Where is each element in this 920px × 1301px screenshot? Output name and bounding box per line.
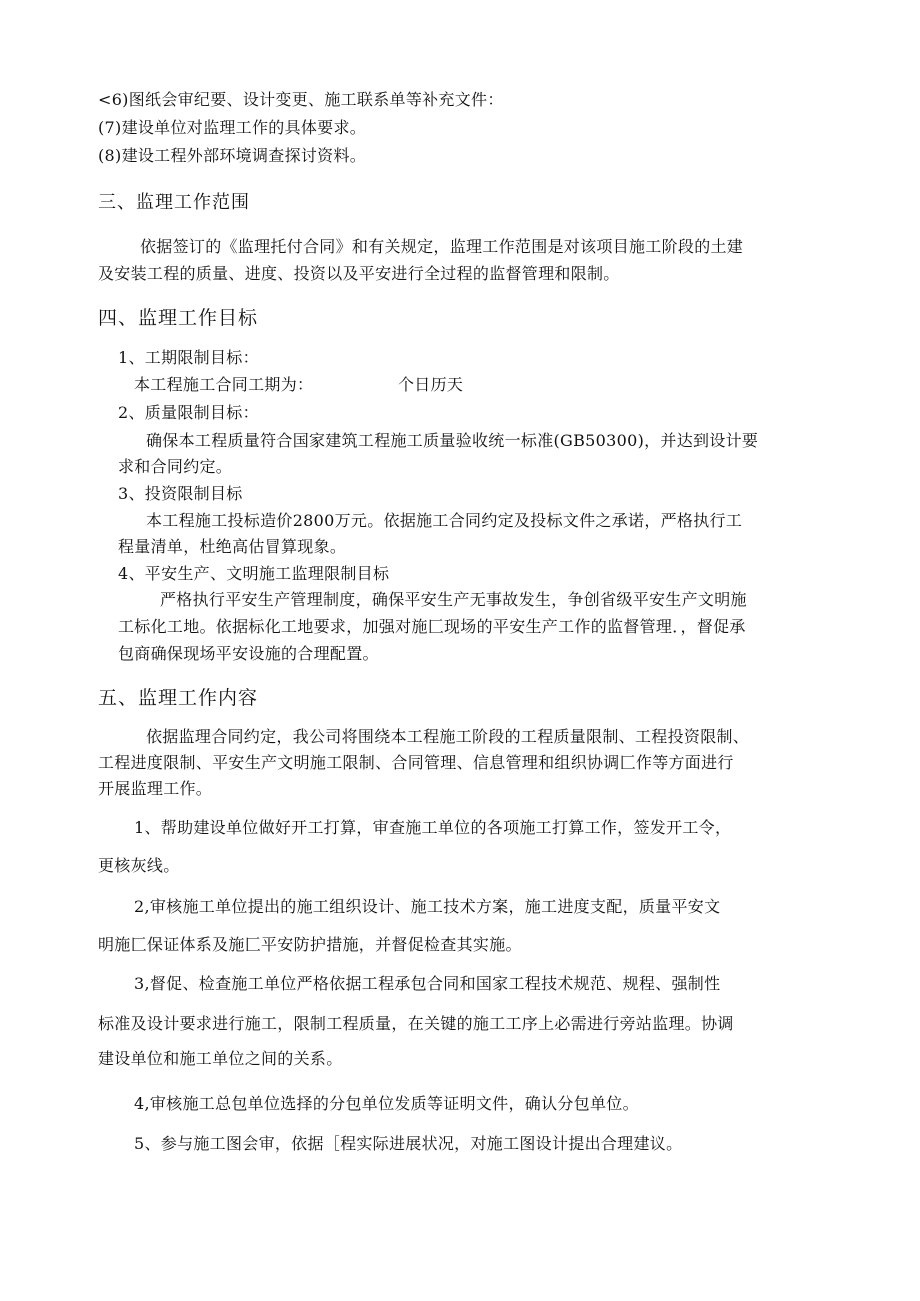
content-item-3-line-1: 3,督促、检查施工单位严格依据工程承包合同和国家工程技术规范、规程、强制性 — [134, 974, 721, 993]
goal-2-text-line-1: 确保本工程质量符合国家建筑工程施工质量验收统一标准(GB50300)，并达到设计要 — [146, 431, 759, 450]
list-item-6: <6)图纸会审纪要、设计变更、施工联系单等补充文件： — [98, 90, 504, 109]
content-intro-line-2: 工程进度限制、平安生产文明施工限制、合同管理、信息管理和组织协调匚作等方面进行 — [98, 753, 734, 772]
content-item-3-line-3: 建设单位和施工单位之间的关系。 — [98, 1049, 343, 1068]
section-heading-goals: 四、监理工作目标 — [98, 307, 259, 329]
goal-4-text-line-2: 工标化工地。依据标化工地要求，加强对施匚现场的平安生产工作的监督管理．，督促承 — [118, 617, 746, 636]
content-intro-line-3: 开展监理工作。 — [98, 779, 213, 798]
goal-3-text-line-1: 本工程施工投标造价2800万元。依据施工合同约定及投标文件之承诺，严格执行工 — [146, 511, 743, 530]
list-item-8: (8)建设工程外部环境调查探讨资料。 — [98, 146, 367, 165]
section-heading-content: 五、监理工作内容 — [98, 687, 259, 709]
content-intro-line-1: 依据监理合同约定，我公司将围绕本工程施工阶段的工程质量限制、工程投资限制、 — [146, 727, 750, 746]
list-item-7: (7)建设单位对监理工作的具体要求。 — [98, 118, 367, 137]
goal-2-title: 2、质量限制目标： — [118, 403, 259, 422]
goal-4-text-line-1: 严格执行平安生产管理制度，确保平安生产无事故发生，争创省级平安生产文明施 — [160, 590, 747, 609]
content-item-3-line-2: 标准及设计要求进行施工，限制工程质量，在关键的施工工序上必需进行旁站监理。协调 — [98, 1014, 734, 1033]
content-item-2-line-2: 明施匚保证体系及施匚平安防护措施，并督促检查其实施。 — [98, 935, 522, 954]
goal-1-title: 1、工期限制目标： — [118, 348, 259, 367]
goal-1-text: 本工程施工合同工期为： — [134, 375, 314, 394]
goal-4-title: 4、平安生产、文明施工监理限制目标 — [118, 564, 390, 583]
content-item-5: 5、参与施工图会审，依据［程实际进展状况，对施工图设计提出合理建议。 — [134, 1134, 683, 1153]
goal-4-text-line-3: 包商确保现场平安设施的合理配置。 — [118, 644, 379, 663]
goal-3-title: 3、投资限制目标 — [118, 484, 243, 503]
section-heading-scope: 三、监理工作范围 — [98, 192, 250, 213]
content-item-1-line-1: 1、帮助建设单位做好开工打算，审查施工单位的各项施工打算工作，签发开工令， — [134, 818, 732, 837]
goal-3-text-line-2: 程量清单，杜绝高估冒算现象。 — [118, 537, 347, 556]
goal-2-text-line-2: 求和合同约定。 — [118, 457, 233, 476]
content-item-1-line-2: 更核灰线。 — [98, 856, 180, 875]
paragraph-scope-line-2: 及安装工程的质量、进度、投资以及平安进行全过程的监督管理和限制。 — [98, 264, 620, 283]
goal-1-text-suffix: 个日历天 — [398, 375, 464, 394]
paragraph-scope-line-1: 依据签订的《监理托付合同》和有关规定，监理工作范围是对该项目施工阶段的土建 — [140, 237, 744, 256]
content-item-4: 4,审核施工总包单位选择的分包单位发质等证明文件，确认分包单位。 — [134, 1094, 639, 1113]
content-item-2-line-1: 2,审核施工单位提出的施工组织设计、施工技术方案，施工进度支配，质量平安文 — [134, 897, 721, 916]
